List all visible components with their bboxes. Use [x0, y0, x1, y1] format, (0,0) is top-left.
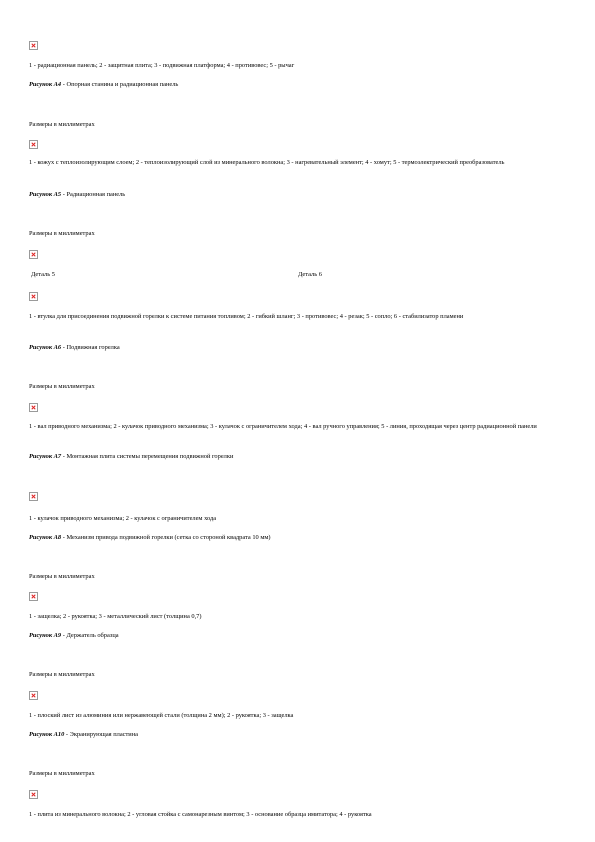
figure-legend: 1 - вал приводного механизма; 2 - кулачок приводного механизма; 3 - кулачок с ограничителем хода; 4 - вал ручного управления; 5 - линия, проходящая через центр радиационной панели [29, 423, 537, 430]
figure-caption [29, 80, 178, 89]
caption-label: Рисунок А9 [29, 632, 62, 639]
figure-caption [29, 533, 271, 542]
broken-image-icon [29, 292, 38, 301]
figure-legend: 1 - кожух с теплоизолирующим слоем; 2 - теплоизолирующий слой из минерального волокна; 3 - нагревательный элемент; 4 - хомут; 5 - термоэлектрический преобразователь [29, 159, 505, 166]
detail-label: Деталь 6 [298, 271, 322, 278]
dimensions-note: Размеры в миллиметрах [29, 230, 95, 237]
caption-text: - Радиационная панель [61, 191, 126, 198]
broken-image-icon [29, 41, 38, 50]
caption-label: Рисунок А7 [29, 453, 62, 460]
figure-legend: 1 - кулачок приводного механизма; 2 - кулачок с ограничителем хода [29, 515, 217, 522]
figure-legend: 1 - плита из минерального волокна; 2 - угловая стойка с самонарезным винтом; 3 - основание образца имитатора; 4 - рукоятка [29, 811, 372, 818]
dimensions-note: Размеры в миллиметрах [29, 121, 95, 128]
broken-image-icon [29, 492, 38, 501]
figure-legend: 1 - плоский лист из алюминия или нержавеющей стали (толщина 2 мм); 2 - рукоятка; 3 - защелка [29, 712, 294, 719]
detail-label: Деталь 5 [31, 271, 55, 278]
broken-image-icon [29, 403, 38, 412]
figure-legend: 1 - втулка для присоединения подвижной горелки к системе питания топливом; 2 - гибкий шланг; 3 - противовес; 4 - резак; 5 - сопло; 6 - стабилизатор пламени [29, 313, 464, 320]
figure-caption [29, 631, 119, 640]
figure-caption [29, 452, 233, 461]
figure-caption [29, 190, 125, 199]
caption-text: - Опорная станина и радиационная панель [61, 81, 179, 88]
broken-image-icon [29, 140, 38, 149]
caption-text: - Механизм привода подвижной горелки (сетка со стороной квадрата 10 мм) [61, 534, 271, 541]
figure-caption [29, 730, 138, 739]
broken-image-icon [29, 592, 38, 601]
caption-text: - Подвижная горелка [61, 344, 120, 351]
caption-label: Рисунок А10 [29, 731, 65, 738]
dimensions-note: Размеры в миллиметрах [29, 770, 95, 777]
broken-image-icon [29, 691, 38, 700]
figure-legend: 1 - защелка; 2 - рукоятка; 3 - металлический лист (толщина 0,7) [29, 613, 202, 620]
caption-label: Рисунок А6 [29, 344, 62, 351]
figure-caption [29, 343, 120, 352]
caption-label: Рисунок А5 [29, 191, 62, 198]
caption-text: - Монтажная плита системы перемещения подвижной горелки [61, 453, 234, 460]
caption-label: Рисунок А8 [29, 534, 62, 541]
dimensions-note: Размеры в миллиметрах [29, 573, 95, 580]
caption-text: - Экранирующая пластина [64, 731, 138, 738]
figure-legend: 1 - радиационная панель; 2 - защитная плита; 3 - подвижная платформа; 4 - противовес; 5 - рычаг [29, 62, 295, 69]
broken-image-icon [29, 250, 38, 259]
broken-image-icon [29, 790, 38, 799]
dimensions-note: Размеры в миллиметрах [29, 671, 95, 678]
caption-text: - Держатель образца [61, 632, 119, 639]
dimensions-note: Размеры в миллиметрах [29, 383, 95, 390]
caption-label: Рисунок А4 [29, 81, 62, 88]
